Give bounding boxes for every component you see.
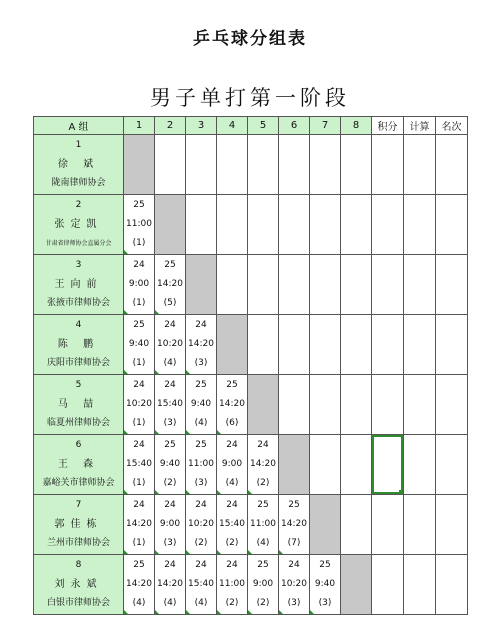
diagonal-cell — [279, 435, 310, 495]
match-time: 10:20 — [157, 339, 183, 349]
diagonal-cell — [341, 555, 372, 615]
match-table: (3) — [163, 538, 177, 548]
empty-cell[interactable] — [279, 135, 310, 195]
calc-cell[interactable] — [404, 495, 436, 555]
player-cell[interactable] — [34, 375, 124, 435]
match-date: 24 — [195, 560, 207, 570]
diagonal-cell — [310, 495, 341, 555]
match-date: 24 — [164, 320, 176, 330]
match-time: 9:00 — [128, 279, 150, 289]
empty-cell[interactable] — [310, 435, 341, 495]
match-cell[interactable] — [124, 195, 155, 255]
empty-cell[interactable] — [279, 195, 310, 255]
player-club: 白银市律师协会 — [46, 598, 110, 608]
match-cell[interactable] — [124, 255, 155, 315]
group-table-body — [34, 117, 468, 615]
match-table: (1) — [132, 298, 146, 308]
match-date: 25 — [319, 560, 331, 570]
match-cell[interactable] — [310, 555, 341, 615]
empty-cell[interactable] — [186, 195, 217, 255]
points-cell[interactable] — [372, 315, 404, 375]
match-cell[interactable] — [186, 555, 217, 615]
match-table: (1) — [132, 238, 146, 248]
player-club: 兰州市律师协会 — [46, 538, 110, 548]
match-table: (2) — [225, 538, 239, 548]
match-cell[interactable] — [124, 555, 155, 615]
match-time: 9:40 — [190, 399, 212, 409]
match-time: 11:00 — [126, 219, 152, 229]
rank-cell[interactable] — [436, 135, 468, 195]
match-time: 14:20 — [219, 399, 245, 409]
empty-cell[interactable] — [341, 315, 372, 375]
match-time: 15:40 — [126, 459, 152, 469]
player-row — [34, 555, 468, 615]
column-header-cell[interactable]: 4 — [217, 117, 248, 135]
match-cell[interactable] — [186, 375, 217, 435]
player-cell[interactable] — [34, 315, 124, 375]
player-club: 甘肃省律师协会直属分会 — [45, 240, 112, 247]
empty-cell[interactable] — [186, 135, 217, 195]
match-table: (3) — [194, 478, 208, 488]
match-table: (4) — [194, 418, 208, 428]
empty-cell[interactable] — [279, 375, 310, 435]
match-time: 9:40 — [314, 579, 336, 589]
column-header-cell[interactable]: 计算 — [404, 117, 436, 135]
player-number: 4 — [75, 320, 82, 330]
match-time: 14:20 — [157, 279, 183, 289]
match-table: (4) — [163, 598, 177, 608]
match-cell[interactable] — [248, 495, 279, 555]
player-club: 庆阳市律师协会 — [46, 358, 110, 368]
match-table: (3) — [287, 598, 301, 608]
match-cell[interactable] — [186, 495, 217, 555]
match-cell[interactable] — [155, 495, 186, 555]
match-time: 15:40 — [219, 519, 245, 529]
match-cell[interactable] — [124, 495, 155, 555]
points-cell[interactable] — [372, 495, 404, 555]
match-date: 24 — [133, 260, 145, 270]
player-club: 临夏州律师协会 — [46, 418, 110, 428]
match-cell[interactable] — [124, 315, 155, 375]
match-time: 15:40 — [188, 579, 214, 589]
calc-cell[interactable] — [404, 435, 436, 495]
match-table: (4) — [132, 598, 146, 608]
match-time: 14:20 — [157, 579, 183, 589]
match-time: 11:00 — [250, 519, 276, 529]
group-header-cell[interactable]: A 组 — [34, 117, 124, 135]
player-number: 8 — [75, 560, 82, 570]
player-number: 1 — [75, 140, 82, 150]
player-number: 2 — [75, 200, 82, 210]
player-name: 张定凯 — [54, 219, 103, 230]
match-date: 24 — [195, 500, 207, 510]
match-table: (3) — [163, 418, 177, 428]
points-cell[interactable] — [372, 195, 404, 255]
empty-cell[interactable] — [341, 495, 372, 555]
match-time: 9:40 — [128, 339, 150, 349]
match-date: 25 — [133, 320, 145, 330]
match-table: (7) — [287, 538, 301, 548]
points-cell[interactable] — [372, 255, 404, 315]
player-row — [34, 435, 468, 495]
player-row — [34, 135, 468, 195]
match-time: 15:40 — [157, 399, 183, 409]
match-date: 24 — [226, 500, 238, 510]
match-cell[interactable] — [124, 435, 155, 495]
match-table: (1) — [132, 418, 146, 428]
empty-cell[interactable] — [310, 135, 341, 195]
column-header-cell[interactable]: 8 — [341, 117, 372, 135]
empty-cell[interactable] — [310, 255, 341, 315]
player-cell[interactable] — [34, 435, 124, 495]
diagonal-cell — [155, 195, 186, 255]
player-name: 陈 鹏 — [57, 339, 100, 350]
match-table: (4) — [225, 478, 239, 488]
player-cell[interactable] — [34, 495, 124, 555]
match-date: 25 — [133, 200, 145, 210]
column-header-cell[interactable]: 5 — [248, 117, 279, 135]
match-table: (4) — [194, 598, 208, 608]
match-table: (2) — [194, 538, 208, 548]
match-cell[interactable] — [155, 435, 186, 495]
match-cell[interactable] — [248, 555, 279, 615]
match-cell[interactable] — [217, 375, 248, 435]
column-header-cell[interactable]: 名次 — [436, 117, 468, 135]
points-cell[interactable] — [372, 375, 404, 435]
column-header-cell[interactable]: 7 — [310, 117, 341, 135]
player-club: 陇南律师协会 — [51, 178, 106, 188]
empty-cell[interactable] — [248, 195, 279, 255]
empty-cell[interactable] — [341, 435, 372, 495]
empty-cell[interactable] — [279, 315, 310, 375]
player-number: 6 — [75, 440, 82, 450]
match-date: 24 — [133, 440, 145, 450]
match-cell[interactable] — [155, 315, 186, 375]
match-table: (3) — [318, 598, 332, 608]
empty-cell[interactable] — [248, 315, 279, 375]
player-cell[interactable] — [34, 555, 124, 615]
empty-cell[interactable] — [217, 135, 248, 195]
rank-cell[interactable] — [436, 255, 468, 315]
match-date: 24 — [133, 380, 145, 390]
match-cell[interactable] — [155, 255, 186, 315]
match-table: (5) — [163, 298, 177, 308]
match-date: 25 — [257, 560, 269, 570]
match-cell[interactable] — [248, 435, 279, 495]
match-date: 24 — [195, 320, 207, 330]
player-name: 王向前 — [54, 279, 103, 290]
empty-cell[interactable] — [217, 195, 248, 255]
match-time: 14:20 — [188, 339, 214, 349]
match-table: (2) — [163, 478, 177, 488]
match-time: 11:00 — [219, 579, 245, 589]
diagonal-cell — [186, 255, 217, 315]
match-time: 14:20 — [126, 579, 152, 589]
empty-cell[interactable] — [310, 315, 341, 375]
empty-cell[interactable] — [341, 195, 372, 255]
match-cell[interactable] — [155, 555, 186, 615]
match-date: 24 — [164, 500, 176, 510]
match-table: (6) — [225, 418, 239, 428]
match-time: 14:20 — [250, 459, 276, 469]
match-cell[interactable] — [217, 495, 248, 555]
match-date: 24 — [257, 440, 269, 450]
match-cell[interactable] — [124, 375, 155, 435]
empty-cell[interactable] — [310, 195, 341, 255]
empty-cell[interactable] — [248, 255, 279, 315]
diagonal-cell — [248, 375, 279, 435]
match-date: 24 — [133, 500, 145, 510]
empty-cell[interactable] — [341, 135, 372, 195]
player-number: 7 — [75, 500, 82, 510]
calc-cell[interactable] — [404, 135, 436, 195]
match-time: 9:00 — [221, 459, 243, 469]
column-header-cell[interactable]: 6 — [279, 117, 310, 135]
empty-cell[interactable] — [341, 255, 372, 315]
group-table — [33, 116, 468, 615]
column-header-cell[interactable]: 3 — [186, 117, 217, 135]
calc-cell[interactable] — [404, 375, 436, 435]
calc-cell[interactable] — [404, 555, 436, 615]
match-cell[interactable] — [186, 315, 217, 375]
match-table: (2) — [256, 598, 270, 608]
rank-cell[interactable] — [436, 315, 468, 375]
match-time: 11:00 — [188, 459, 214, 469]
match-date: 24 — [288, 560, 300, 570]
rank-cell[interactable] — [436, 435, 468, 495]
match-time: 10:20 — [281, 579, 307, 589]
player-name: 郭佳栋 — [54, 519, 103, 530]
points-cell[interactable] — [372, 555, 404, 615]
player-number: 5 — [75, 380, 82, 390]
column-header-cell[interactable]: 2 — [155, 117, 186, 135]
match-date: 24 — [164, 380, 176, 390]
match-date: 25 — [195, 380, 207, 390]
match-date: 25 — [164, 260, 176, 270]
match-time: 9:00 — [159, 519, 181, 529]
empty-cell[interactable] — [248, 135, 279, 195]
column-header-cell[interactable]: 1 — [124, 117, 155, 135]
match-date: 24 — [226, 560, 238, 570]
player-name: 王 森 — [57, 459, 100, 470]
player-row — [34, 495, 468, 555]
diagonal-cell — [217, 315, 248, 375]
match-table: (4) — [256, 538, 270, 548]
player-name: 徐 斌 — [57, 159, 100, 170]
match-cell[interactable] — [186, 435, 217, 495]
fill-handle[interactable] — [399, 490, 403, 494]
match-table: (2) — [225, 598, 239, 608]
empty-cell[interactable] — [279, 255, 310, 315]
player-row — [34, 255, 468, 315]
match-date: 24 — [164, 560, 176, 570]
stage-title: 男子单打第一阶段 — [150, 86, 350, 110]
match-time: 14:20 — [281, 519, 307, 529]
player-row — [34, 375, 468, 435]
rank-cell[interactable] — [436, 195, 468, 255]
match-date: 25 — [164, 440, 176, 450]
rank-cell[interactable] — [436, 495, 468, 555]
rank-cell[interactable] — [436, 375, 468, 435]
points-cell[interactable] — [372, 135, 404, 195]
player-name: 马 喆 — [57, 399, 100, 410]
calc-cell[interactable] — [404, 255, 436, 315]
match-cell[interactable] — [279, 495, 310, 555]
match-date: 25 — [195, 440, 207, 450]
match-time: 14:20 — [126, 519, 152, 529]
match-cell[interactable] — [217, 555, 248, 615]
match-cell[interactable] — [279, 555, 310, 615]
match-table: (4) — [163, 358, 177, 368]
document-title: 乒乓球分组表 — [193, 29, 307, 49]
match-table: (1) — [132, 538, 146, 548]
match-time: 10:20 — [188, 519, 214, 529]
match-time: 10:20 — [126, 399, 152, 409]
rank-cell[interactable] — [436, 555, 468, 615]
header-row — [34, 117, 468, 135]
empty-cell[interactable] — [217, 255, 248, 315]
match-date: 25 — [257, 500, 269, 510]
diagonal-cell — [124, 135, 155, 195]
match-time: 9:40 — [159, 459, 181, 469]
player-cell[interactable] — [34, 135, 124, 195]
match-table: (3) — [194, 358, 208, 368]
empty-cell[interactable] — [155, 135, 186, 195]
match-date: 25 — [288, 500, 300, 510]
match-date: 25 — [133, 560, 145, 570]
selected-points-cell[interactable] — [372, 435, 404, 495]
player-row — [34, 315, 468, 375]
player-cell[interactable] — [34, 195, 124, 255]
match-table: (1) — [132, 358, 146, 368]
player-club: 嘉峪关市律师协会 — [42, 478, 115, 488]
player-row — [34, 195, 468, 255]
empty-cell[interactable] — [341, 375, 372, 435]
match-cell[interactable] — [217, 435, 248, 495]
player-cell[interactable] — [34, 255, 124, 315]
match-time: 9:00 — [252, 579, 274, 589]
match-table: (1) — [132, 478, 146, 488]
match-cell[interactable] — [155, 375, 186, 435]
calc-cell[interactable] — [404, 315, 436, 375]
match-table: (2) — [256, 478, 270, 488]
calc-cell[interactable] — [404, 195, 436, 255]
player-number: 3 — [75, 260, 82, 270]
empty-cell[interactable] — [310, 375, 341, 435]
player-name: 刘永斌 — [54, 579, 103, 590]
player-club: 张掖市律师协会 — [46, 298, 110, 308]
match-date: 24 — [226, 440, 238, 450]
column-header-cell[interactable]: 积分 — [372, 117, 404, 135]
match-date: 25 — [226, 380, 238, 390]
